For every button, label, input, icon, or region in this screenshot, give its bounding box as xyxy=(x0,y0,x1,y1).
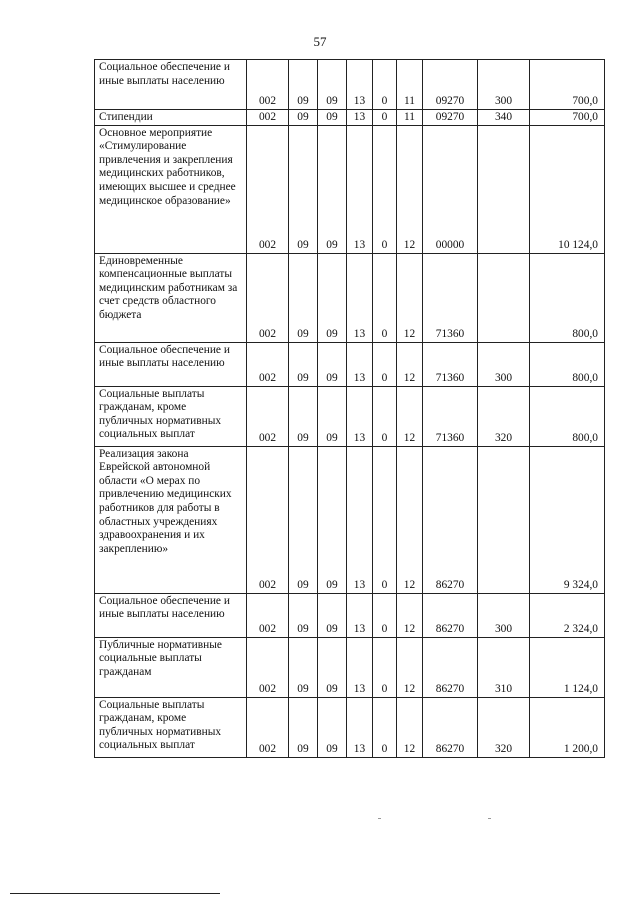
direction-code: 71360 xyxy=(423,253,478,342)
section-code: 09 xyxy=(289,253,318,342)
row-name: Стипендии xyxy=(95,110,247,126)
table-row xyxy=(95,110,605,126)
program-code: 13 xyxy=(347,125,373,253)
program-code: 13 xyxy=(347,637,373,697)
section-code: 09 xyxy=(289,593,318,637)
section-code: 09 xyxy=(289,110,318,126)
amount: 700,0 xyxy=(530,60,605,110)
footnote-rule xyxy=(10,893,220,894)
section-code: 09 xyxy=(289,446,318,593)
subprogram-code: 0 xyxy=(373,446,397,593)
subsection-code: 09 xyxy=(318,60,347,110)
row-name: Социальное обеспечение и иные выплаты населению xyxy=(95,593,247,637)
amount: 800,0 xyxy=(530,253,605,342)
expense-type-code: 340 xyxy=(478,110,530,126)
event-code: 12 xyxy=(397,446,423,593)
ministry-code: 002 xyxy=(247,446,289,593)
direction-code: 86270 xyxy=(423,593,478,637)
event-code: 12 xyxy=(397,386,423,446)
scan-speck xyxy=(378,818,381,819)
subprogram-code: 0 xyxy=(373,125,397,253)
subprogram-code: 0 xyxy=(373,697,397,757)
row-name: Социальное обеспечение и иные выплаты населению xyxy=(95,60,247,110)
amount: 1 124,0 xyxy=(530,637,605,697)
page-number: 57 xyxy=(313,34,327,49)
section-code: 09 xyxy=(289,125,318,253)
amount: 700,0 xyxy=(530,110,605,126)
table-row xyxy=(95,446,605,593)
expense-type-code: 300 xyxy=(478,593,530,637)
program-code: 13 xyxy=(347,446,373,593)
subprogram-code: 0 xyxy=(373,386,397,446)
expense-type-code: 320 xyxy=(478,697,530,757)
section-code: 09 xyxy=(289,637,318,697)
table-row xyxy=(95,593,605,637)
subsection-code: 09 xyxy=(318,637,347,697)
ministry-code: 002 xyxy=(247,253,289,342)
row-name: Социальные выплаты гражданам, кроме публичных нормативных социальных выплат xyxy=(95,386,247,446)
table-row xyxy=(95,697,605,757)
ministry-code: 002 xyxy=(247,637,289,697)
direction-code: 09270 xyxy=(423,60,478,110)
ministry-code: 002 xyxy=(247,342,289,386)
event-code: 12 xyxy=(397,637,423,697)
amount: 1 200,0 xyxy=(530,697,605,757)
program-code: 13 xyxy=(347,697,373,757)
event-code: 11 xyxy=(397,60,423,110)
ministry-code: 002 xyxy=(247,110,289,126)
budget-table xyxy=(94,59,605,758)
section-code: 09 xyxy=(289,697,318,757)
table-body xyxy=(95,60,605,758)
program-code: 13 xyxy=(347,342,373,386)
subprogram-code: 0 xyxy=(373,253,397,342)
row-name: Социальное обеспечение и иные выплаты населению xyxy=(95,342,247,386)
amount: 10 124,0 xyxy=(530,125,605,253)
direction-code: 71360 xyxy=(423,342,478,386)
event-code: 12 xyxy=(397,593,423,637)
event-code: 12 xyxy=(397,125,423,253)
event-code: 12 xyxy=(397,253,423,342)
event-code: 11 xyxy=(397,110,423,126)
direction-code: 86270 xyxy=(423,446,478,593)
program-code: 13 xyxy=(347,593,373,637)
direction-code: 71360 xyxy=(423,386,478,446)
section-code: 09 xyxy=(289,342,318,386)
subsection-code: 09 xyxy=(318,593,347,637)
ministry-code: 002 xyxy=(247,60,289,110)
ministry-code: 002 xyxy=(247,593,289,637)
amount: 800,0 xyxy=(530,342,605,386)
amount: 2 324,0 xyxy=(530,593,605,637)
subsection-code: 09 xyxy=(318,697,347,757)
subsection-code: 09 xyxy=(318,386,347,446)
scan-speck xyxy=(488,818,491,819)
table-row xyxy=(95,342,605,386)
subprogram-code: 0 xyxy=(373,110,397,126)
ministry-code: 002 xyxy=(247,697,289,757)
subprogram-code: 0 xyxy=(373,593,397,637)
direction-code: 86270 xyxy=(423,697,478,757)
amount: 800,0 xyxy=(530,386,605,446)
row-name: Социальные выплаты гражданам, кроме публичных нормативных социальных выплат xyxy=(95,697,247,757)
expense-type-code: 300 xyxy=(478,60,530,110)
expense-type-code: 320 xyxy=(478,386,530,446)
expense-type-code xyxy=(478,125,530,253)
expense-type-code xyxy=(478,446,530,593)
table-row xyxy=(95,253,605,342)
row-name: Единовременные компенсационные выплаты медицинским работникам за счет средств областного бюджета xyxy=(95,253,247,342)
subprogram-code: 0 xyxy=(373,342,397,386)
row-name: Реализация закона Еврейской автономной области «О мерах по привлечению медицинских работников для работы в областных учреждениях здравоохранения и их закреплению» xyxy=(95,446,247,593)
row-name: Публичные нормативные социальные выплаты гражданам xyxy=(95,637,247,697)
direction-code: 00000 xyxy=(423,125,478,253)
section-code: 09 xyxy=(289,60,318,110)
program-code: 13 xyxy=(347,253,373,342)
program-code: 13 xyxy=(347,386,373,446)
direction-code: 86270 xyxy=(423,637,478,697)
subprogram-code: 0 xyxy=(373,637,397,697)
table-row xyxy=(95,125,605,253)
direction-code: 09270 xyxy=(423,110,478,126)
expense-type-code xyxy=(478,253,530,342)
table-row xyxy=(95,637,605,697)
expense-type-code: 300 xyxy=(478,342,530,386)
subsection-code: 09 xyxy=(318,342,347,386)
table-row xyxy=(95,60,605,110)
program-code: 13 xyxy=(347,110,373,126)
program-code: 13 xyxy=(347,60,373,110)
subsection-code: 09 xyxy=(318,125,347,253)
amount: 9 324,0 xyxy=(530,446,605,593)
subsection-code: 09 xyxy=(318,110,347,126)
section-code: 09 xyxy=(289,386,318,446)
subprogram-code: 0 xyxy=(373,60,397,110)
table-row xyxy=(95,386,605,446)
subsection-code: 09 xyxy=(318,253,347,342)
subsection-code: 09 xyxy=(318,446,347,593)
ministry-code: 002 xyxy=(247,125,289,253)
event-code: 12 xyxy=(397,342,423,386)
ministry-code: 002 xyxy=(247,386,289,446)
event-code: 12 xyxy=(397,697,423,757)
row-name: Основное мероприятие «Стимулирование привлечения и закрепления медицинских работников, имеющих высшее и среднее медицинское образование» xyxy=(95,125,247,253)
expense-type-code: 310 xyxy=(478,637,530,697)
